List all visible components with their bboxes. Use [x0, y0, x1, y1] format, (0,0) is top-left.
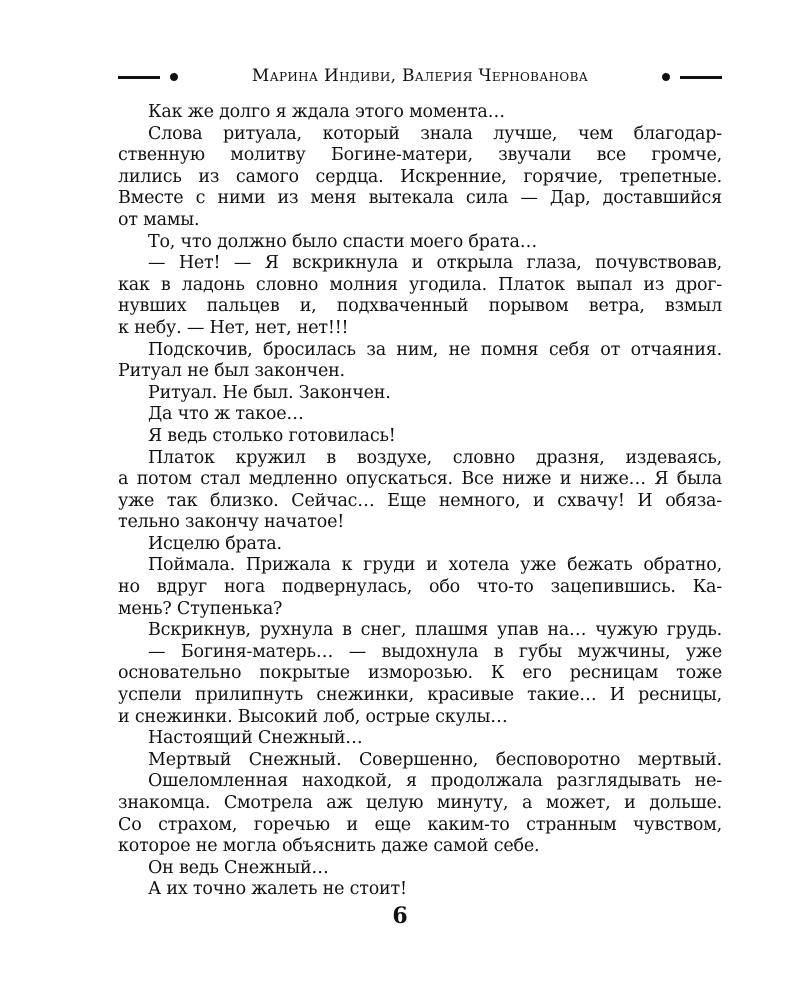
text-line: ственную молитву Богине-матери, звучали все громче,	[118, 145, 722, 166]
text-line: уже так близко. Сейчас… Еще немного, и схвачу! И обяза-	[118, 490, 722, 511]
text-line: Он ведь Снежный…	[148, 857, 329, 878]
text-line: — Богиня-матерь… — выдохнула в губы мужчины, уже	[148, 641, 722, 662]
text-line: которое не могла объяснить даже самой себе.	[118, 836, 540, 857]
running-header	[118, 66, 722, 90]
header-dot-left	[170, 73, 178, 81]
text-line: знакомца. Смотрела аж целую минуту, а может, и дольше.	[118, 793, 722, 813]
text-line: нувших пальцев и, подхваченный порывом ветра, взмыл	[118, 296, 722, 317]
text-line: мень? Ступенька?	[118, 598, 283, 619]
text-line: лились из самого сердца. Искренние, горячие, трепетные.	[118, 166, 722, 187]
text-line: Вместе с ними из меня вытекала сила — Дар, доставшийся	[118, 188, 722, 209]
text-line: тельно закончу начатое!	[118, 512, 345, 533]
text-line: Ритуал. Не был. Закончен.	[148, 382, 391, 403]
header-rule-right	[680, 76, 722, 79]
text-line: Вскрикнув, рухнула в снег, плашмя упав на… чужую грудь.	[148, 620, 722, 641]
text-line: Мертвый Снежный. Совершенно, бесповоротно мертвый.	[148, 749, 722, 770]
text-line: как в ладонь словно молния угодила. Платок выпал из дрог-	[118, 274, 722, 295]
text-line: Да что ж такое…	[148, 404, 304, 425]
text-line: Ошеломленная находкой, я продолжала разглядывать не-	[148, 771, 722, 792]
text-line: и снежинки. Высокий лоб, острые скулы…	[118, 706, 508, 727]
text-line: Подскочив, бросилась за ним, не помня себя от отчаяния.	[148, 339, 722, 360]
text-line: Поймала. Прижала к груди и хотела уже бежать обратно,	[148, 555, 722, 576]
text-line: основательно покрытые изморозью. К его ресницам тоже	[118, 663, 722, 684]
text-line: Слова ритуала, который знала лучше, чем благодар-	[148, 123, 722, 144]
text-line: но вдруг нога подвернулась, обо что-то зацепившись. Ка-	[118, 577, 722, 598]
text-line: Как же долго я ждала этого момента…	[148, 102, 505, 122]
text-line: Ритуал не был закончен.	[118, 361, 345, 382]
text-line: Я ведь столько готовилась!	[148, 425, 396, 446]
text-line: а потом стал медленно опускаться. Все ниже и ниже… Я была	[118, 469, 722, 490]
body-text	[118, 102, 722, 901]
text-line: к небу. — Нет, нет, нет!!!	[118, 317, 349, 338]
text-line: — Нет! — Я вскрикнула и открыла глаза, почувствовав,	[148, 253, 722, 274]
header-dot-right	[662, 73, 670, 81]
text-line: Настоящий Снежный…	[148, 728, 363, 749]
text-line: Платок кружил в воздухе, словно дразня, издеваясь,	[148, 447, 722, 468]
text-line: А их точно жалеть не стоит!	[148, 879, 407, 900]
text-line: от мамы.	[118, 209, 200, 230]
text-line: Со страхом, горечью и еще каким-то странным чувством,	[118, 814, 722, 835]
text-line: Исцелю брата.	[148, 533, 282, 554]
text-line: То, что должно было спасти моего брата…	[148, 231, 538, 252]
page-number: 6	[392, 903, 408, 929]
text-line: успели прилипнуть снежинки, красивые такие… И ресницы,	[118, 685, 722, 706]
header-title: Марина Индиви, Валерия Чернованова	[251, 66, 589, 86]
header-rule-left	[118, 76, 160, 79]
